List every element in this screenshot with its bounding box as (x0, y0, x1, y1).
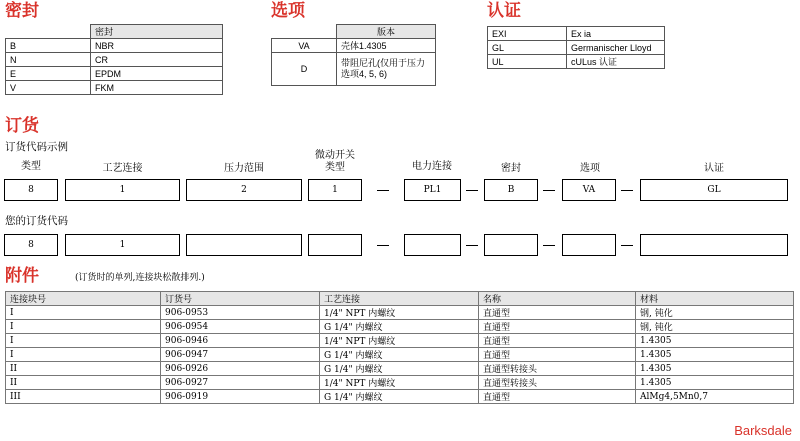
acc-header: 工艺连接 (320, 292, 479, 306)
cert-desc: Germanischer Lloyd (567, 41, 665, 55)
your-code-label: 您的订货代码 (5, 215, 68, 227)
seal-material: EPDM (91, 67, 223, 81)
table-row: II 906-0927 1/4" NPT 内螺纹 直通型转接头 1.4305 (6, 376, 794, 390)
example-pressure-box: 2 (186, 179, 302, 201)
example-process-box: 1 (65, 179, 180, 201)
your-switch-box[interactable] (308, 234, 362, 256)
your-type-box[interactable]: 8 (4, 234, 58, 256)
example-seal-box: B (484, 179, 538, 201)
label-process: 工艺连接 (102, 163, 143, 174)
your-pressure-box[interactable] (186, 234, 302, 256)
seal-code: N (6, 53, 91, 67)
seal-material: NBR (91, 39, 223, 53)
order-example-label: 订货代码示例 (5, 141, 68, 153)
accessories-heading: 附件 (5, 266, 39, 286)
example-option-box: VA (562, 179, 616, 201)
your-electric-box[interactable] (404, 234, 461, 256)
option-code: VA (272, 39, 337, 53)
options-heading: 选项 (271, 1, 305, 21)
cert-desc: Ex ia (567, 27, 665, 41)
seal-material: FKM (91, 81, 223, 95)
table-row: I 906-0953 1/4" NPT 内螺纹 直通型 钢, 钝化 (6, 306, 794, 320)
cert-heading: 认证 (487, 1, 521, 21)
example-switch-box: 1 (308, 179, 362, 201)
your-seal-box[interactable] (484, 234, 538, 256)
seal-heading: 密封 (5, 1, 39, 21)
label-electric: 电力连接 (412, 161, 452, 172)
option-code: D (272, 53, 337, 86)
table-row: I 906-0947 G 1/4" 内螺纹 直通型 1.4305 (6, 348, 794, 362)
seal-code: B (6, 39, 91, 53)
label-pressure: 压力范围 (224, 163, 264, 174)
acc-header: 名称 (479, 292, 636, 306)
example-cert-box: GL (640, 179, 788, 201)
cert-code: EXI (488, 27, 567, 41)
your-cert-box[interactable] (640, 234, 788, 256)
your-option-box[interactable] (562, 234, 616, 256)
table-row: I 906-0946 1/4" NPT 内螺纹 直通型 1.4305 (6, 334, 794, 348)
label-switch: 微动开关 类型 (315, 150, 355, 173)
label-option: 选项 (580, 163, 600, 174)
label-cert: 认证 (704, 163, 724, 174)
table-row: I 906-0954 G 1/4" 内螺纹 直通型 钢, 钝化 (6, 320, 794, 334)
acc-header: 连接块号 (6, 292, 161, 306)
options-table (271, 24, 436, 86)
cert-table (487, 26, 665, 69)
option-desc: 壳体1.4305 (337, 39, 436, 53)
cert-desc: cULus 认证 (567, 55, 665, 69)
cert-code: GL (488, 41, 567, 55)
seal-code: E (6, 67, 91, 81)
seal-code: V (6, 81, 91, 95)
label-type: 类型 (21, 161, 41, 172)
brand-logo: Barksdale (734, 423, 792, 438)
seal-material: CR (91, 53, 223, 67)
table-row: II 906-0926 G 1/4" 内螺纹 直通型转接头 1.4305 (6, 362, 794, 376)
table-row: III 906-0919 G 1/4" 内螺纹 直通型 AlMg4,5Mn0,7 (6, 390, 794, 404)
acc-header: 订货号 (161, 292, 320, 306)
your-process-box[interactable]: 1 (65, 234, 180, 256)
acc-header: 材料 (636, 292, 794, 306)
accessories-note: (订货时的单列,连接块松散排列.) (75, 273, 205, 283)
label-seal: 密封 (501, 163, 521, 174)
example-electric-box: PL1 (404, 179, 461, 201)
option-desc: 带阻尼孔(仅用于压力选项4, 5, 6) (337, 53, 436, 86)
order-heading: 订货 (5, 116, 39, 136)
options-col-header: 版本 (337, 25, 436, 39)
seal-table (5, 24, 223, 95)
cert-code: UL (488, 55, 567, 69)
seal-col-header: 密封 (91, 25, 223, 39)
example-type-box: 8 (4, 179, 58, 201)
accessories-table (5, 291, 794, 404)
